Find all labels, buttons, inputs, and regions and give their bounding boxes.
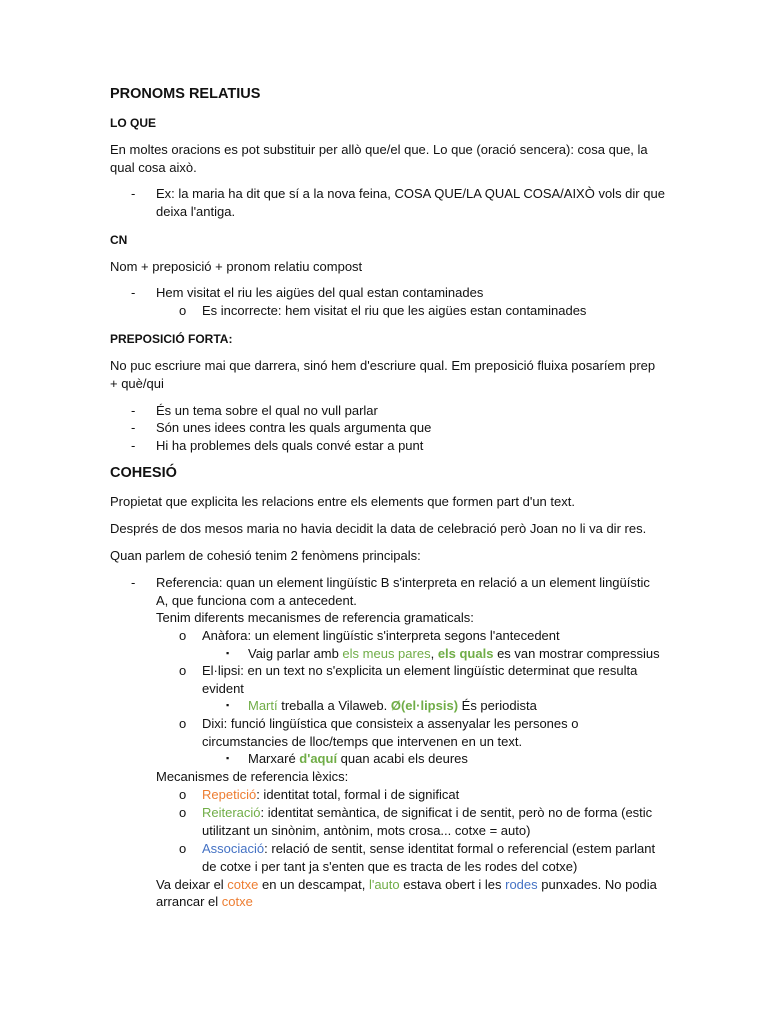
elipsi-line-2: evident (202, 681, 244, 696)
elipsi-line-1: El·lipsi: en un text no s'explicita un element lingüístic determinat que resulta (202, 663, 638, 678)
reiteracio-line-1 (202, 804, 652, 822)
final-text: arrancar el (156, 894, 222, 909)
heading-cn: CN (110, 233, 128, 247)
cohesio-paragraph-2: Després de dos mesos maria no havia decidit la data de celebració però Joan no li va dir res. (110, 521, 647, 536)
cohesio-paragraph-3: Quan parlem de cohesió tenim 2 fenòmens principals: (110, 548, 421, 563)
referencia-line-2: A, que funciona com a antecedent. (156, 593, 357, 608)
cohesio-paragraph-1: Propietat que explicita les relacions entre els elements que formen part d'un text. (110, 494, 575, 509)
reiteracio-definition: : identitat semàntica, de significat i de sentit, però no de forma (estic (260, 805, 653, 820)
final-text: Va deixar el (156, 877, 228, 892)
prep-bullet-2: Són unes idees contra les quals argumenta que (156, 420, 432, 435)
cn-bullet: Hem visitat el riu les aigües del qual estan contaminades (156, 285, 484, 300)
lo-que-paragraph-line-2: qual cosa això. (110, 160, 197, 175)
bullet-circle-marker: o (179, 841, 187, 856)
dixi-example (248, 750, 468, 768)
bullet-square-marker: ▪ (226, 700, 230, 710)
bullet-circle-marker: o (179, 787, 187, 802)
final-rodes: rodes (505, 877, 538, 892)
lexics-heading: Mecanismes de referencia lèxics: (156, 769, 349, 784)
associacio-line-1 (202, 840, 655, 858)
anafora-example-text: , (430, 646, 438, 661)
bullet-square-marker: ▪ (226, 648, 230, 658)
anafora-antecedent: els meus pares (342, 646, 431, 661)
prep-bullet-1: És un tema sobre el qual no vull parlar (156, 403, 378, 418)
prep-paragraph-line-2: + què/qui (110, 376, 164, 391)
elipsi-marker: Ø(el·lipsis) (390, 698, 459, 713)
lo-que-example-line-2: deixa l'antiga. (156, 204, 236, 219)
final-example-line-1 (156, 876, 657, 894)
anafora-example-text: es van mostrar compressius (493, 646, 660, 661)
dixi-line-1: Dixi: funció lingüística que consisteix a assenyalar les persones o (202, 716, 579, 731)
bullet-circle-marker: o (179, 628, 187, 643)
repeticio-item (202, 786, 459, 804)
bullet-square-marker: ▪ (226, 753, 230, 763)
lo-que-example-line-1: Ex: la maria ha dit que sí a la nova feina, COSA QUE/LA QUAL COSA/AIXÒ vols dir que (156, 186, 665, 201)
cn-sub-bullet: Es incorrecte: hem visitat el riu que les aigües estan contaminades (202, 303, 587, 318)
anafora-item: Anàfora: un element lingüístic s'interpreta segons l'antecedent (202, 628, 560, 643)
dixi-deictic: d'aquí (299, 751, 338, 766)
final-cotxe: cotxe (227, 877, 259, 892)
elipsi-antecedent: Martí (248, 698, 278, 713)
elipsi-example-text: És periodista (458, 698, 537, 713)
bullet-dash-marker: - (131, 438, 136, 453)
bullet-dash-marker: - (131, 575, 136, 590)
anafora-relative: els quals (437, 646, 494, 661)
final-example-line-2 (156, 893, 253, 911)
bullet-circle-marker: o (179, 716, 187, 731)
bullet-dash-marker: - (131, 420, 136, 435)
cn-paragraph: Nom + preposició + pronom relatiu compost (110, 259, 363, 274)
associacio-term: Associació (202, 841, 265, 856)
referencia-line-3: Tenim diferents mecanismes de referencia gramaticals: (156, 610, 474, 625)
referencia-line-1: Referencia: quan un element lingüístic B s'interpreta en relació a un element lingüístic (156, 575, 650, 590)
dixi-line-2: circumstancies de lloc/temps que intervenen en un text. (202, 734, 523, 749)
associacio-line-2: de cotxe i per tant ja s'enten que es tracta de les rodes del cotxe) (202, 859, 578, 874)
bullet-circle-marker: o (179, 805, 187, 820)
doc-title: PRONOMS RELATIUS (110, 86, 261, 102)
bullet-dash-marker: - (131, 403, 136, 418)
dixi-example-text: quan acabi els deures (337, 751, 468, 766)
reiteracio-term: Reiteració (202, 805, 261, 820)
prep-bullet-3: Hi ha problemes dels quals convé estar a punt (156, 438, 424, 453)
final-text: punxades. No podia (537, 877, 657, 892)
lo-que-paragraph-line-1: En moltes oracions es pot substituir per allò que/el que. Lo que (oració sencera): cosa que, la (110, 142, 648, 157)
bullet-dash-marker: - (131, 186, 136, 201)
prep-paragraph-line-1: No puc escriure mai que darrera, sinó hem d'escriure qual. Em preposició fluixa posaríem prep (110, 358, 656, 373)
associacio-definition: : relació de sentit, sense identitat formal o referencial (estem parlant (264, 841, 656, 856)
bullet-dash-marker: - (131, 285, 136, 300)
elipsi-example-text: treballa a Vilaweb. (277, 698, 391, 713)
final-auto: l'auto (368, 877, 400, 892)
bullet-circle-marker: o (179, 663, 187, 678)
final-cotxe: cotxe (221, 894, 253, 909)
anafora-example-text: Vaig parlar amb (248, 646, 343, 661)
reiteracio-line-2: utilitzant un sinònim, antònim, mots crosa... cotxe = auto) (202, 823, 531, 838)
heading-lo-que: LO QUE (110, 116, 157, 130)
final-text: estava obert i les (399, 877, 506, 892)
bullet-circle-marker: o (179, 303, 187, 318)
heading-preposicio-forta: PREPOSICIÓ FORTA: (110, 332, 233, 346)
anafora-example (248, 645, 660, 663)
repeticio-definition: : identitat total, formal i de significat (256, 787, 460, 802)
final-text: en un descampat, (258, 877, 369, 892)
elipsi-example (248, 697, 537, 715)
dixi-example-text: Marxaré (248, 751, 300, 766)
heading-cohesio: COHESIÓ (110, 465, 177, 481)
repeticio-term: Repetició (202, 787, 257, 802)
